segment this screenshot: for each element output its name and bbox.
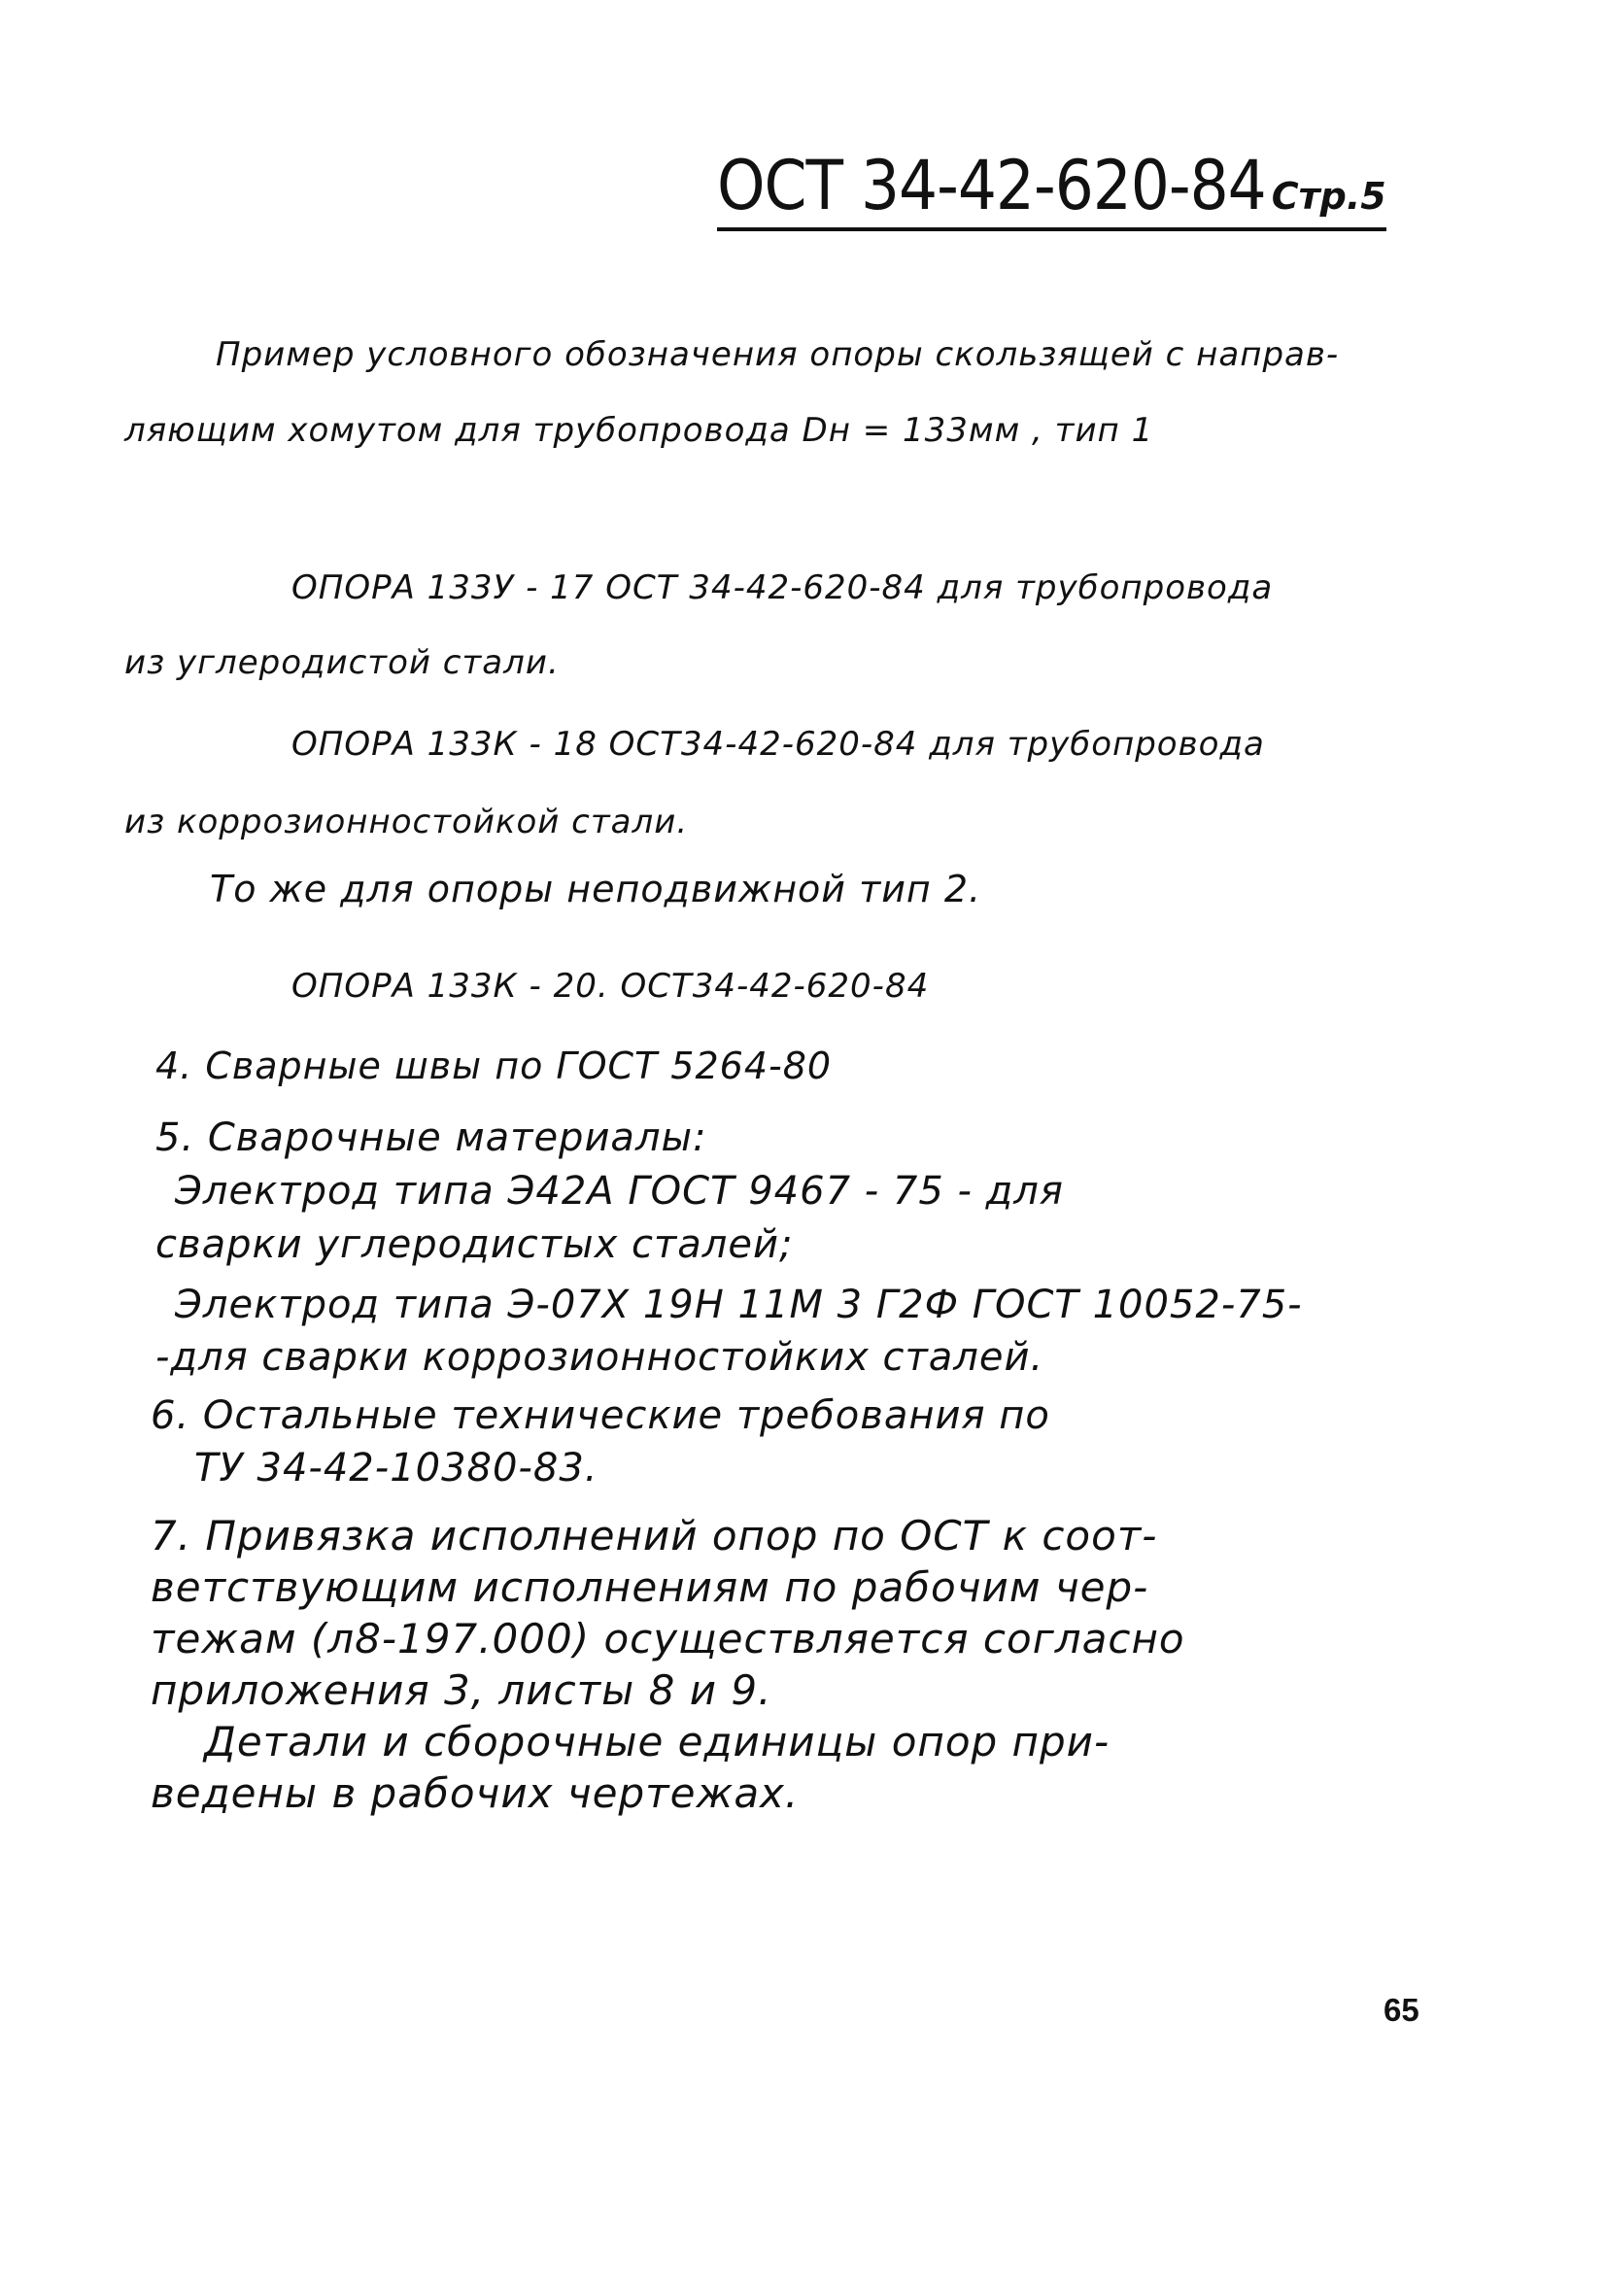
document-code-text: ОСТ 34-42-620-84 [717,146,1266,225]
requirement-7-line-1: 7. Привязка исполнений опор по ОСТ к соот- [151,1512,1158,1559]
designation-1-line-2: из углеродистой стали. [124,643,560,682]
designation-1-line-1: ОПОРА 133У - 17 ОСТ 34-42-620-84 для трубопровода [291,568,1274,607]
designation-2-line-2: из коррозионностойкой стали. [124,803,689,841]
intro-line-2: ляющим хомутом для трубопровода Dн = 133мм , тип 1 [124,411,1154,450]
designation-3: ОПОРА 133К - 20. ОСТ34-42-620-84 [291,967,930,1006]
requirement-4: 4. Сварные швы по ГОСТ 5264-80 [155,1045,833,1087]
requirement-5-electrode-2-line-1: Электрод типа Э-07Х 19Н 11М 3 Г2Ф ГОСТ 10052-75- [175,1283,1303,1327]
same-for-fixed-support: То же для опоры неподвижной тип 2. [210,868,982,910]
intro-line-1: Пример условного обозначения опоры скользящей с направ- [216,335,1340,374]
requirement-6-line-2: ТУ 34-42-10380-83. [194,1446,598,1491]
requirement-5-electrode-1-line-1: Электрод типа Э42А ГОСТ 9467 - 75 - для [175,1169,1064,1214]
designation-2-line-1: ОПОРА 133К - 18 ОСТ34-42-620-84 для трубопровода [291,725,1265,764]
document-code [717,146,1386,231]
requirement-7-line-2: ветствующим исполнениям по рабочим чер- [151,1563,1149,1611]
page-number: 65 [1384,1992,1419,2028]
requirement-5-electrode-1-line-2: сварки углеродистых сталей; [155,1222,794,1267]
requirement-7-line-5: Детали и сборочные единицы опор при- [204,1718,1111,1765]
requirement-5-electrode-2-line-2: -для сварки коррозионностойких сталей. [155,1335,1044,1380]
requirement-7-line-4: приложения 3, листы 8 и 9. [151,1666,772,1714]
requirement-7-line-6: ведены в рабочих чертежах. [151,1769,800,1817]
requirement-5-title: 5. Сварочные материалы: [155,1115,707,1160]
requirement-7-line-3: тежам (л8-197.000) осуществляется согласно [151,1615,1185,1662]
page-label: Стр.5 [1271,175,1386,218]
requirement-6-line-1: 6. Остальные технические требования по [151,1393,1050,1438]
